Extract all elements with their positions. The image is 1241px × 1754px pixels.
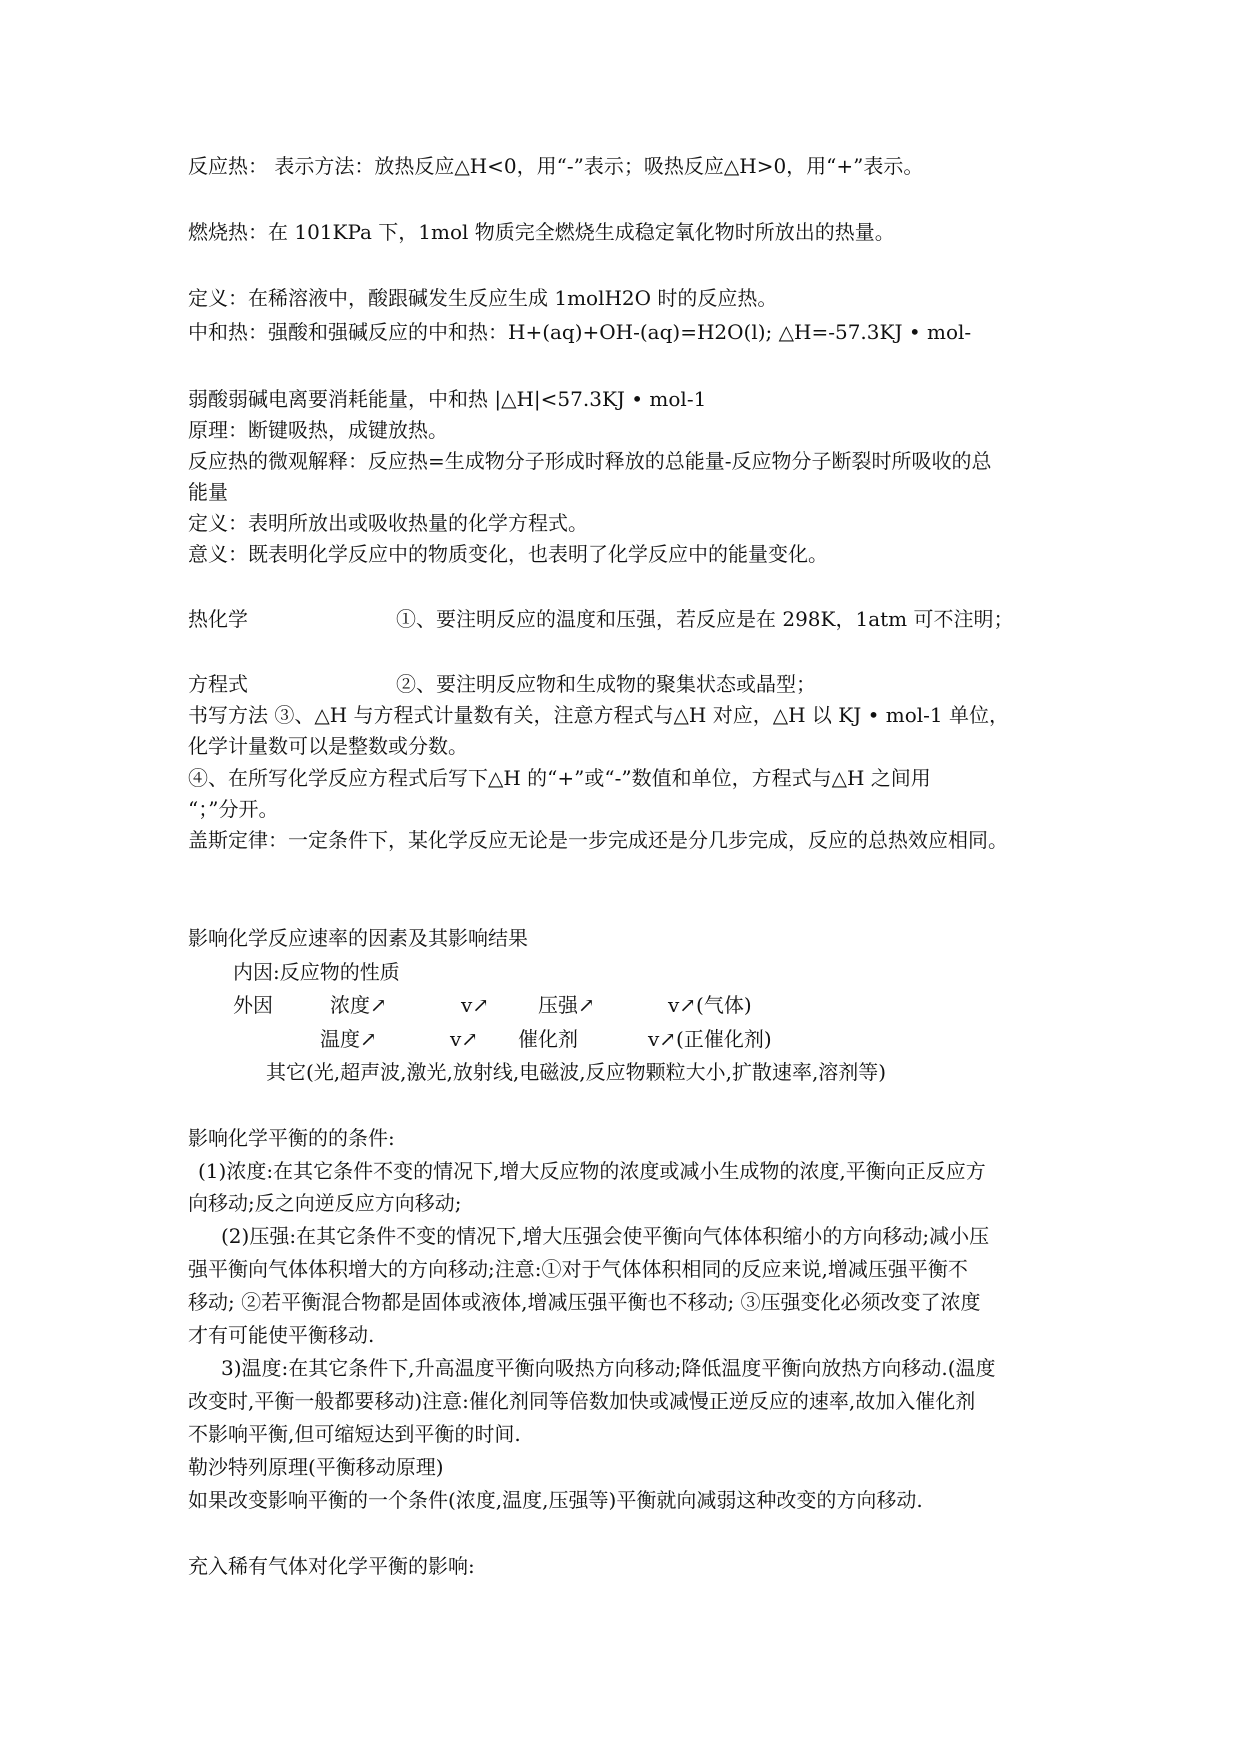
pressure-up: 压强↗	[538, 993, 595, 1017]
temperature-effect-line: 3)温度:在其它条件下,升高温度平衡向吸热方向移动;降低温度平衡向放热方向移动.(温度	[221, 1356, 996, 1380]
rule-2-line: ②、要注明反应物和生成物的聚集状态或晶型；	[396, 672, 816, 696]
principle-line: 原理：断键吸热，成键放热。	[188, 418, 448, 442]
pressure-effect-line: (2)压强:在其它条件不变的情况下,增大压强会使平衡向气体体积缩小的方向移动;减小压	[221, 1224, 990, 1248]
rule-1-line: ①、要注明反应的温度和压强，若反应是在 298K，1atm 可不注明；	[396, 607, 1014, 631]
thermochem-label: 热化学	[188, 607, 248, 631]
noble-gas-heading: 充入稀有气体对化学平衡的影响:	[188, 1554, 475, 1578]
le-chatelier-heading: 勒沙特列原理(平衡移动原理)	[188, 1455, 444, 1479]
catalyst-rate-up: v↗(正催化剂)	[648, 1027, 772, 1051]
reaction-heat-line: 反应热： 表示方法：放热反应△H<0，用“-”表示；吸热反应△H>0，用“+”表示。	[188, 154, 924, 178]
external-cause-label: 外因	[233, 993, 273, 1017]
other-factors-line: 其它(光,超声波,激光,放射线,电磁波,反应物颗粒大小,扩散速率,溶剂等)	[266, 1060, 887, 1084]
rule-4-cont-line: “；”分开。	[188, 797, 279, 821]
concentration-rate-up: v↗	[461, 993, 490, 1017]
pressure-rate-up: v↗(气体)	[668, 993, 752, 1017]
hess-law-line: 盖斯定律：一定条件下，某化学反应无论是一步完成还是分几步完成，反应的总热效应相同。	[188, 828, 1008, 852]
combustion-heat-line: 燃烧热：在 101KPa 下，1mol 物质完全燃烧生成稳定氧化物时所放出的热量。	[188, 220, 895, 244]
micro-explanation-cont-line: 能量	[188, 480, 228, 504]
temperature-effect-cont-line-2: 不影响平衡,但可缩短达到平衡的时间.	[188, 1422, 521, 1446]
neutralization-definition-line: 定义：在稀溶液中，酸跟碱发生反应生成 1molH2O 时的反应热。	[188, 286, 778, 310]
neutralization-heat-line: 中和热：强酸和强碱反应的中和热：H+(aq)+OH-(aq)=H2O(l); △H=-57.3KJ • mol-	[188, 320, 972, 344]
temperature-rate-up: v↗	[450, 1027, 479, 1051]
equation-label: 方程式	[188, 672, 248, 696]
concentration-effect-line: (1)浓度:在其它条件不变的情况下,增大反应物的浓度或减小生成物的浓度,平衡向正反应方	[198, 1159, 986, 1183]
rule-3-cont-line: 化学计量数可以是整数或分数。	[188, 734, 468, 758]
concentration-up: 浓度↗	[330, 993, 387, 1017]
catalyst-label: 催化剂	[518, 1027, 578, 1051]
micro-explanation-line: 反应热的微观解释：反应热=生成物分子形成时释放的总能量-反应物分子断裂时所吸收的总	[188, 449, 992, 473]
rate-factors-heading: 影响化学反应速率的因素及其影响结果	[188, 926, 528, 950]
temperature-up: 温度↗	[320, 1027, 377, 1051]
temperature-effect-cont-line-1: 改变时,平衡一般都要移动)注意:催化剂同等倍数加快或减慢正逆反应的速率,故加入催化剂	[188, 1389, 976, 1413]
meaning-line: 意义：既表明化学反应中的物质变化，也表明了化学反应中的能量变化。	[188, 542, 828, 566]
concentration-effect-cont-line: 向移动;反之向逆反应方向移动;	[188, 1191, 462, 1215]
weak-acid-base-line: 弱酸弱碱电离要消耗能量，中和热 |△H|<57.3KJ • mol-1	[188, 387, 707, 411]
thermo-equation-definition-line: 定义：表明所放出或吸收热量的化学方程式。	[188, 511, 588, 535]
pressure-effect-cont-line-1: 强平衡向气体体积增大的方向移动;注意:①对于气体体积相同的反应来说,增减压强平衡不	[188, 1257, 968, 1281]
pressure-effect-cont-line-2: 移动; ②若平衡混合物都是固体或液体,增减压强平衡也不移动; ③压强变化必须改变了浓度	[188, 1290, 981, 1314]
internal-cause-line: 内因:反应物的性质	[233, 960, 400, 984]
le-chatelier-statement: 如果改变影响平衡的一个条件(浓度,温度,压强等)平衡就向减弱这种改变的方向移动.	[188, 1488, 923, 1512]
rule-4-line: ④、在所写化学反应方程式后写下△H 的“+”或“-”数值和单位，方程式与△H 之间用	[188, 766, 931, 790]
rule-3-line: 书写方法 ③、△H 与方程式计量数有关，注意方程式与△H 对应，△H 以 KJ • mol-1 单位，	[188, 703, 1009, 727]
pressure-effect-cont-line-3: 才有可能使平衡移动.	[188, 1323, 375, 1347]
equilibrium-conditions-heading: 影响化学平衡的的条件:	[188, 1126, 395, 1150]
